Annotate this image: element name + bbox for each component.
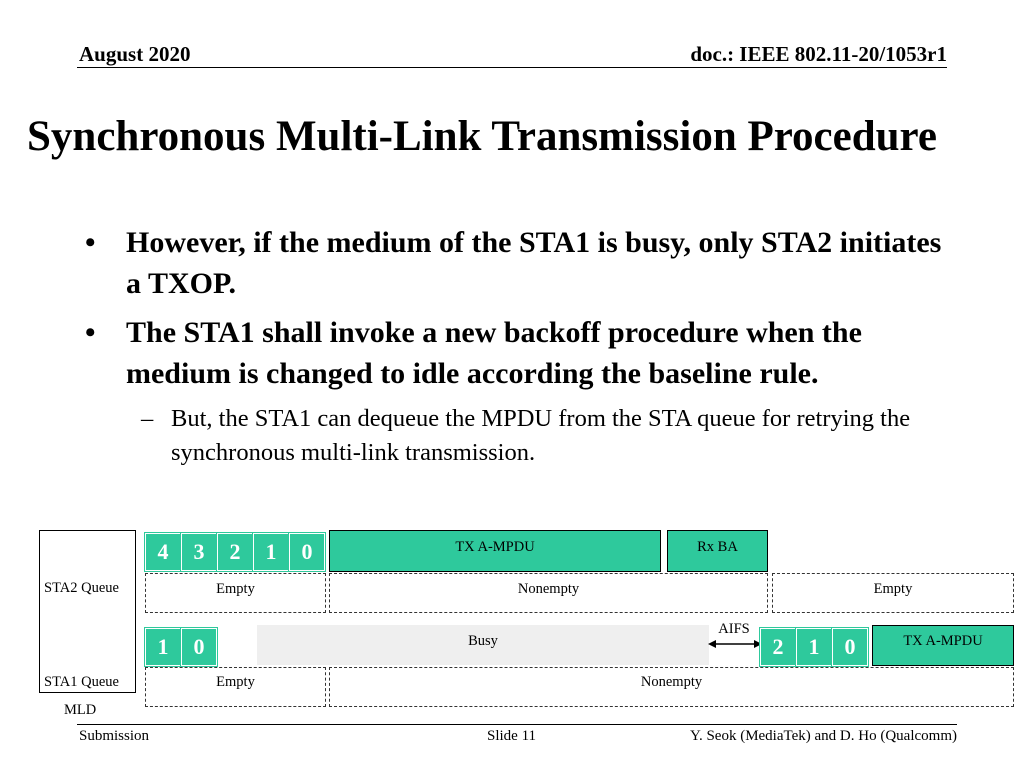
sta2-queue-empty: Empty — [145, 573, 326, 613]
header-date: August 2020 — [79, 42, 191, 66]
mld-label: MLD — [64, 702, 97, 718]
sub-bullet-item — [85, 402, 945, 470]
sta2-backoff-slot: 1 — [253, 533, 289, 571]
header-divider — [77, 67, 947, 68]
sta1-backoff-slot: 1 — [145, 628, 181, 666]
footer-divider — [77, 724, 957, 725]
footer-submission: Submission — [79, 728, 150, 744]
header-doc-number: doc.: IEEE 802.11-20/1053r1 — [690, 42, 947, 66]
sta2-rx-ba: Rx BA — [667, 530, 768, 572]
sub-bullet-text: But, the STA1 can dequeue the MPDU from the STA queue for retrying the synchronous multi-link transmission. — [171, 405, 911, 466]
sta1-queue-empty: Empty — [145, 667, 326, 707]
sta1-tx-ampdu: TX A-MPDU — [872, 625, 1014, 666]
sta1-backoff-slot: 0 — [832, 628, 868, 666]
sta1-backoff-slot: 1 — [796, 628, 832, 666]
sta2-backoff-slot: 4 — [145, 533, 181, 571]
sta1-backoff-slot: 0 — [181, 628, 217, 666]
footer-slide-number: Slide 11 — [487, 728, 537, 744]
bullet-dot-icon: • — [85, 316, 96, 349]
sta1-queue-nonempty: Nonempty — [329, 667, 1014, 707]
mld-box — [39, 530, 136, 693]
aifs-double-arrow-icon — [708, 637, 762, 651]
bullet-item — [85, 222, 945, 304]
sta1-busy-medium: Busy — [257, 625, 709, 665]
sta1-queue-label: STA1 Queue — [44, 674, 119, 690]
sta2-queue-label: STA2 Queue — [44, 580, 119, 596]
sub-bullet-dash-icon: – — [141, 405, 154, 432]
bullet-item — [85, 312, 945, 394]
bullet-text: However, if the medium of the STA1 is busy, only STA2 initiates a TXOP. — [126, 226, 942, 300]
footer-authors: Y. Seok (MediaTek) and D. Ho (Qualcomm) — [690, 728, 957, 744]
aifs-label: AIFS — [718, 621, 750, 637]
sta2-backoff-slot: 0 — [289, 533, 325, 571]
sta2-backoff-slot: 2 — [217, 533, 253, 571]
sta2-queue-nonempty: Nonempty — [329, 573, 768, 613]
slide-title: Synchronous Multi-Link Transmission Procedure — [27, 113, 937, 160]
sta2-backoff-slot: 3 — [181, 533, 217, 571]
sta2-tx-ampdu: TX A-MPDU — [329, 530, 661, 572]
sta2-queue-empty-after: Empty — [772, 573, 1014, 613]
bullet-text: The STA1 shall invoke a new backoff procedure when the medium is changed to idle according the baseline rule. — [126, 316, 862, 390]
sta1-backoff-slot: 2 — [760, 628, 796, 666]
bullet-list — [85, 222, 945, 470]
bullet-dot-icon: • — [85, 226, 96, 259]
